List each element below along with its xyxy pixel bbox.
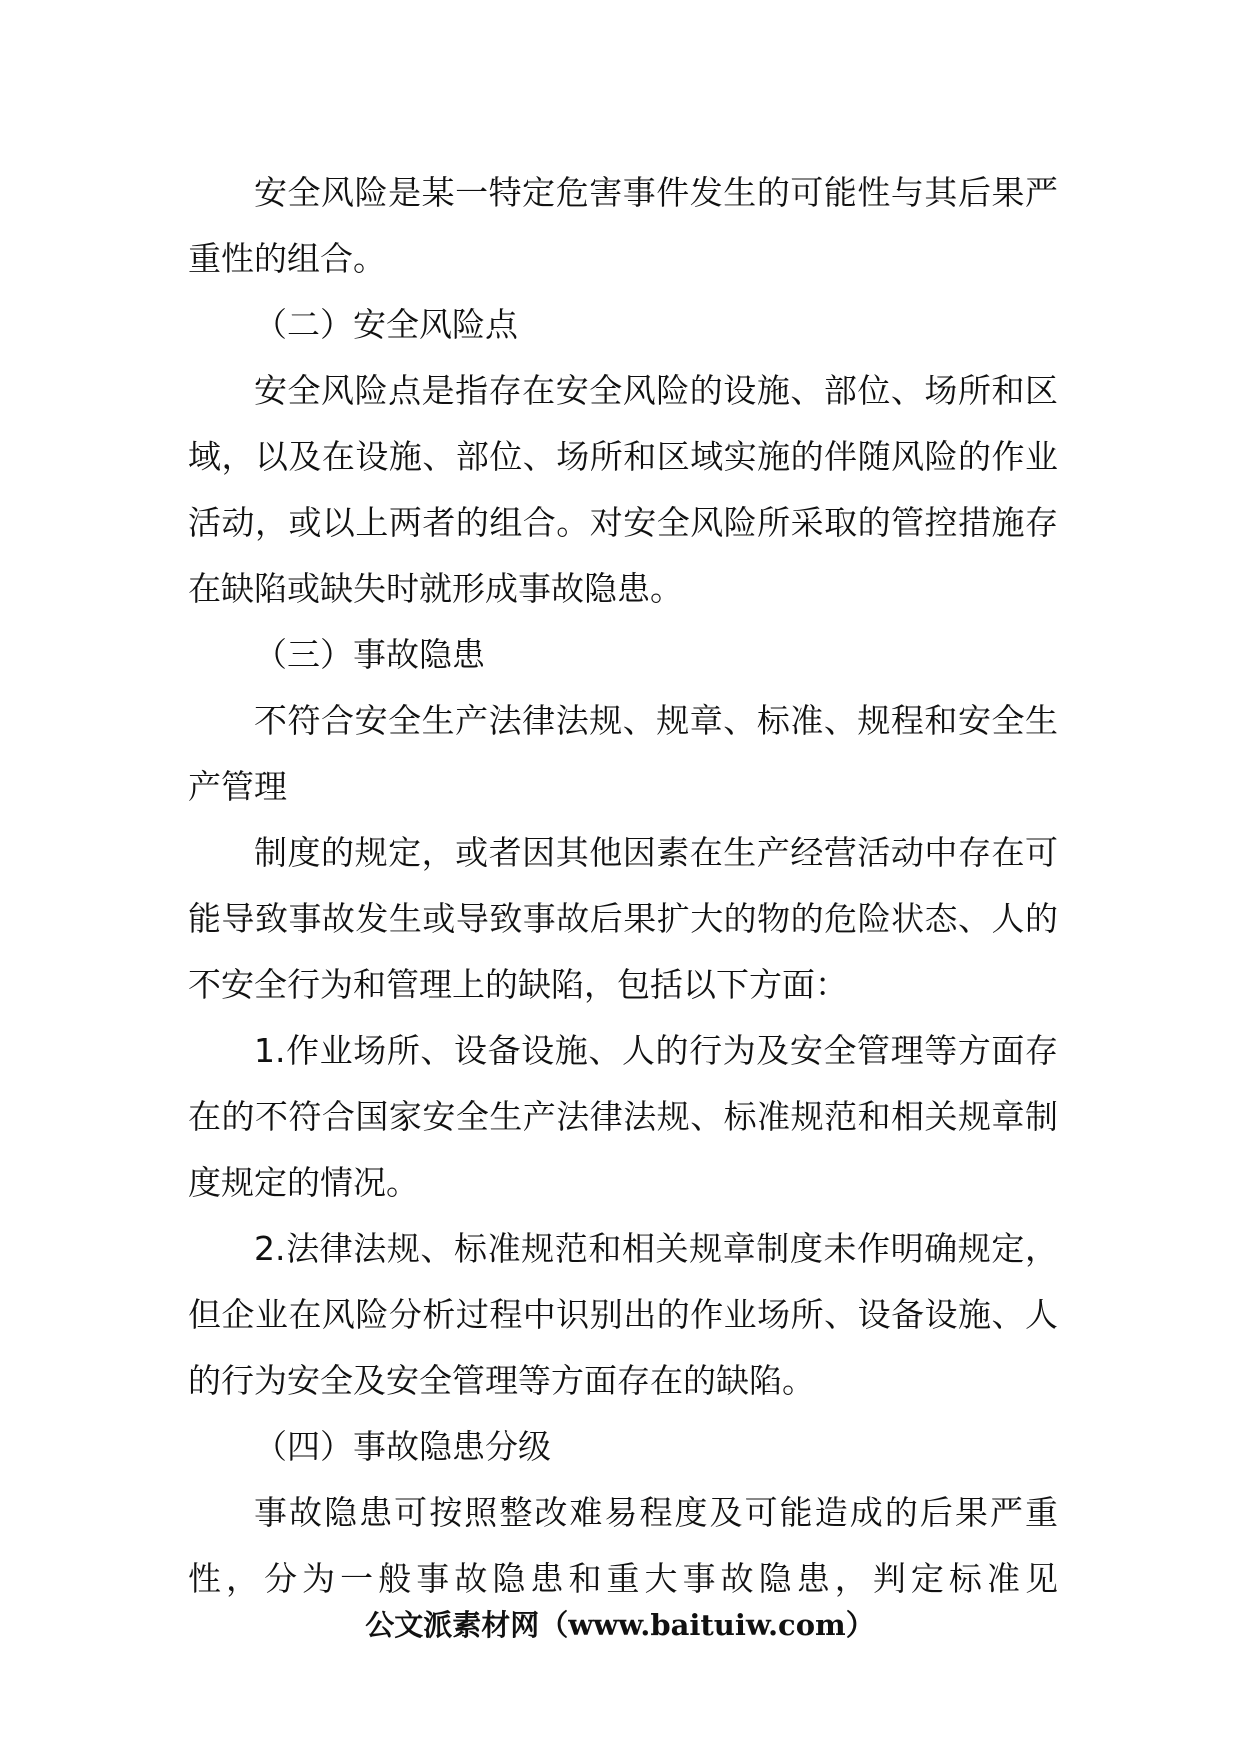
list-item-2: 2.法律法规、标准规范和相关规章制度未作明确规定，但企业在风险分析过程中识别出的作业场所、设备设施、人的行为安全及安全管理等方面存在的缺陷。 (188, 1229, 1058, 1400)
paragraph-hidden-danger-definition: 制度的规定，或者因其他因素在生产经营活动中存在可能导致事故发生或导致事故后果扩大的物的危险状态、人的不安全行为和管理上的缺陷，包括以下方面： (188, 833, 1058, 1004)
heading-hidden-danger-grading: （四）事故隐患分级 (254, 1427, 551, 1466)
paragraph-risk-point-definition: 安全风险点是指存在安全风险的设施、部位、场所和区域，以及在设施、部位、场所和区域实施的伴随风险的作业活动，或以上两者的组合。对安全风险所采取的管控措施存在缺陷或缺失时就形成事故隐患。 (188, 371, 1058, 608)
paragraph-risk-definition: 安全风险是某一特定危害事件发生的可能性与其后果严重性的组合。 (188, 173, 1058, 278)
list-item-1: 1.作业场所、设备设施、人的行为及安全管理等方面存在的不符合国家安全生产法律法规、标准规范和相关规章制度规定的情况。 (188, 1031, 1058, 1202)
paragraph-hidden-danger-intro: 不符合安全生产法律法规、规章、标准、规程和安全生产管理 (188, 701, 1058, 806)
paragraph-hidden-danger-grading: 事故隐患可按照整改难易程度及可能造成的后果严重性，分为一般事故隐患和重大事故隐患，判定标准见 (188, 1493, 1058, 1598)
document-body (188, 160, 1058, 1612)
heading-hidden-danger: （三）事故隐患 (254, 635, 485, 674)
footer-watermark: 公文派素材网（www.baituiw.com） (365, 1608, 875, 1642)
heading-risk-point: （二）安全风险点 (254, 305, 518, 344)
